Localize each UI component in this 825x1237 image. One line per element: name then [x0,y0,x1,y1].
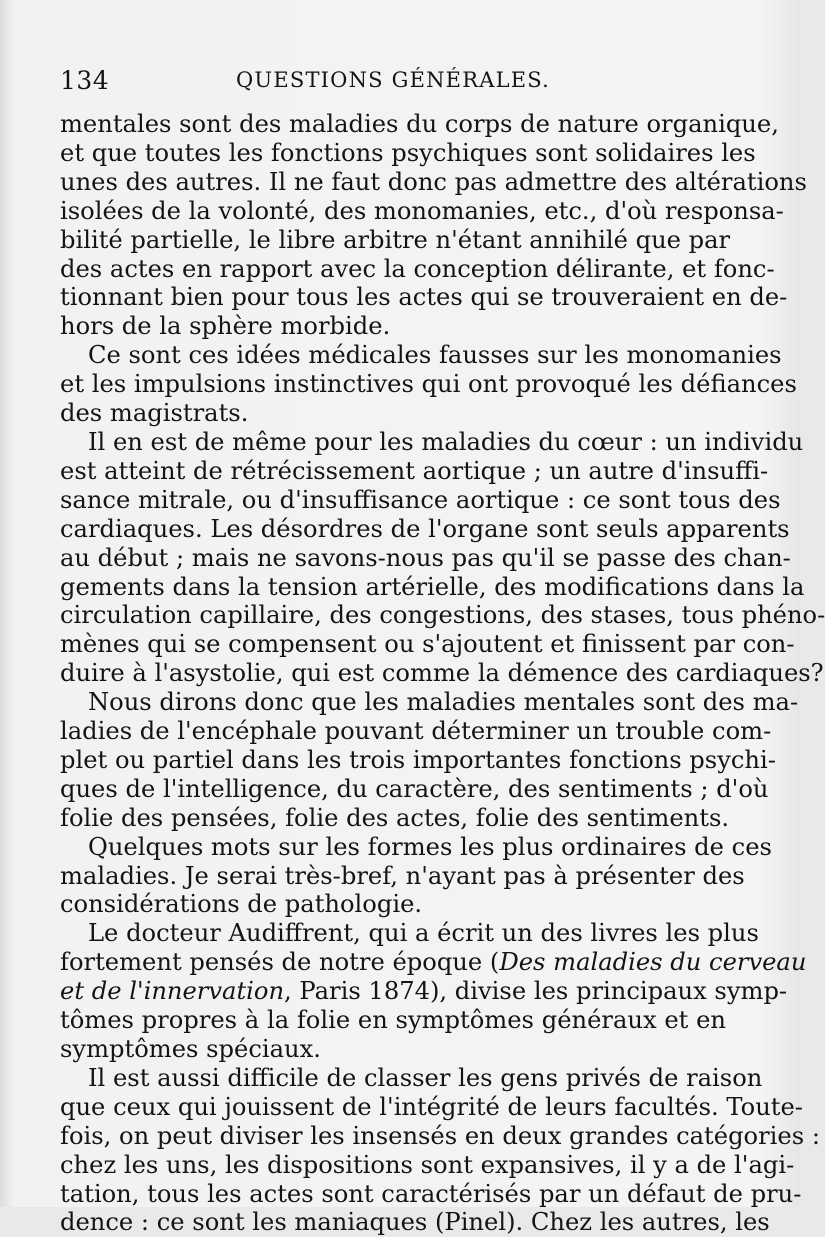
text-line: sance mitrale, ou d'insuffisance aortique : ce sont tous des [60,485,781,514]
book-title-italic: Des maladies du cerveau [499,948,807,977]
text-line: mènes qui se compensent ou s'ajoutent et finissent par con- [60,630,795,659]
paragraph-2 [60,341,797,428]
paragraph-5 [60,832,772,920]
paragraph-1 [60,110,807,341]
paragraph-4 [60,688,799,833]
text-line: maladies. Je serai très-bref, n'ayant pas à présenter des [60,861,745,890]
text-line: folie des pensées, folie des actes, folie des sentiments. [60,803,730,832]
text-line: circulation capillaire, des congestions, des stases, tous phéno- [60,601,825,630]
text-line: ladies de l'encéphale pouvant déterminer un trouble com- [60,717,772,746]
text-line: plet ou partiel dans les trois importantes fonctions psychi- [60,745,776,774]
paragraph-6 [60,919,807,1064]
text-line: des magistrats. [60,399,249,428]
text-line: hors de la sphère morbide. [60,312,391,341]
text-line: Nous dirons donc que les maladies mentales sont des ma- [88,688,799,717]
text-line: dence : ce sont les maniaques (Pinel). Chez les autres, les [60,1208,770,1237]
text-line: que ceux qui jouissent de l'intégrité de leurs facultés. Toute- [60,1092,803,1121]
text-line: cardiaques. Les désordres de l'organe sont seuls apparents [60,514,790,543]
text-line [60,948,807,977]
text-line: tation, tous les actes sont caractérisés par un défaut de pru- [60,1179,802,1208]
text-line: Il en est de même pour les maladies du cœur : un individu [88,427,804,456]
text-run: fortement pensés de notre époque ( [60,948,500,977]
text-line: ques de l'intelligence, du caractère, des sentiments ; d'où [60,774,769,803]
text-line: fois, on peut diviser les insensés en deux grandes catégories : [60,1121,820,1150]
page-number: 134 [60,66,110,95]
text-line: Ce sont ces idées médicales fausses sur les monomanies [88,341,782,370]
text-line: et les impulsions instinctives qui ont provoqué les défiances [60,370,797,399]
text-line: isolées de la volonté, des monomanies, etc., d'où responsa- [60,196,784,225]
text-line: Le docteur Audiffrent, qui a écrit un des livres les plus [88,919,759,948]
text-line: duire à l'asystolie, qui est comme la démence des cardiaques? [60,659,824,688]
body-text [60,110,825,1237]
text-line: des actes en rapport avec la conception délirante, et fonc- [60,254,775,283]
text-run: , Paris 1874), divise les principaux symp- [284,977,788,1006]
text-line: tômes propres à la folie en symptômes généraux et en [60,1006,726,1035]
text-line: symptômes spéciaux. [60,1035,321,1063]
text-line: gements dans la tension artérielle, des modifications dans la [60,572,805,601]
text-line: Quelques mots sur les formes les plus ordinaires de ces [88,832,772,861]
text-line: et que toutes les fonctions psychiques sont solidaires les [60,138,756,167]
text-line [60,977,788,1006]
page-header [60,66,726,102]
running-head: QUESTIONS GÉNÉRALES. [236,68,550,92]
text-line: au début ; mais ne savons-nous pas qu'il se passe des chan- [60,543,791,572]
text-line: est atteint de rétrécissement aortique ; un autre d'insuffi- [60,456,769,485]
text-line: bilité partielle, le libre arbitre n'étant annihilé que par [60,225,731,254]
paragraph-7 [60,1063,820,1237]
text-line: tionnant bien pour tous les actes qui se trouveraient en de- [60,283,788,312]
text-line: Il est aussi difficile de classer les gens privés de raison [88,1063,763,1092]
text-line: mentales sont des maladies du corps de nature organique, [60,110,779,138]
book-title-italic: et de l'innervation [60,977,285,1006]
paragraph-3 [60,427,825,688]
text-line: considérations de pathologie. [60,890,423,919]
text-line: unes des autres. Il ne faut donc pas admettre des altérations [60,167,807,196]
text-line: chez les uns, les dispositions sont expansives, il y a de l'agi- [60,1150,795,1179]
